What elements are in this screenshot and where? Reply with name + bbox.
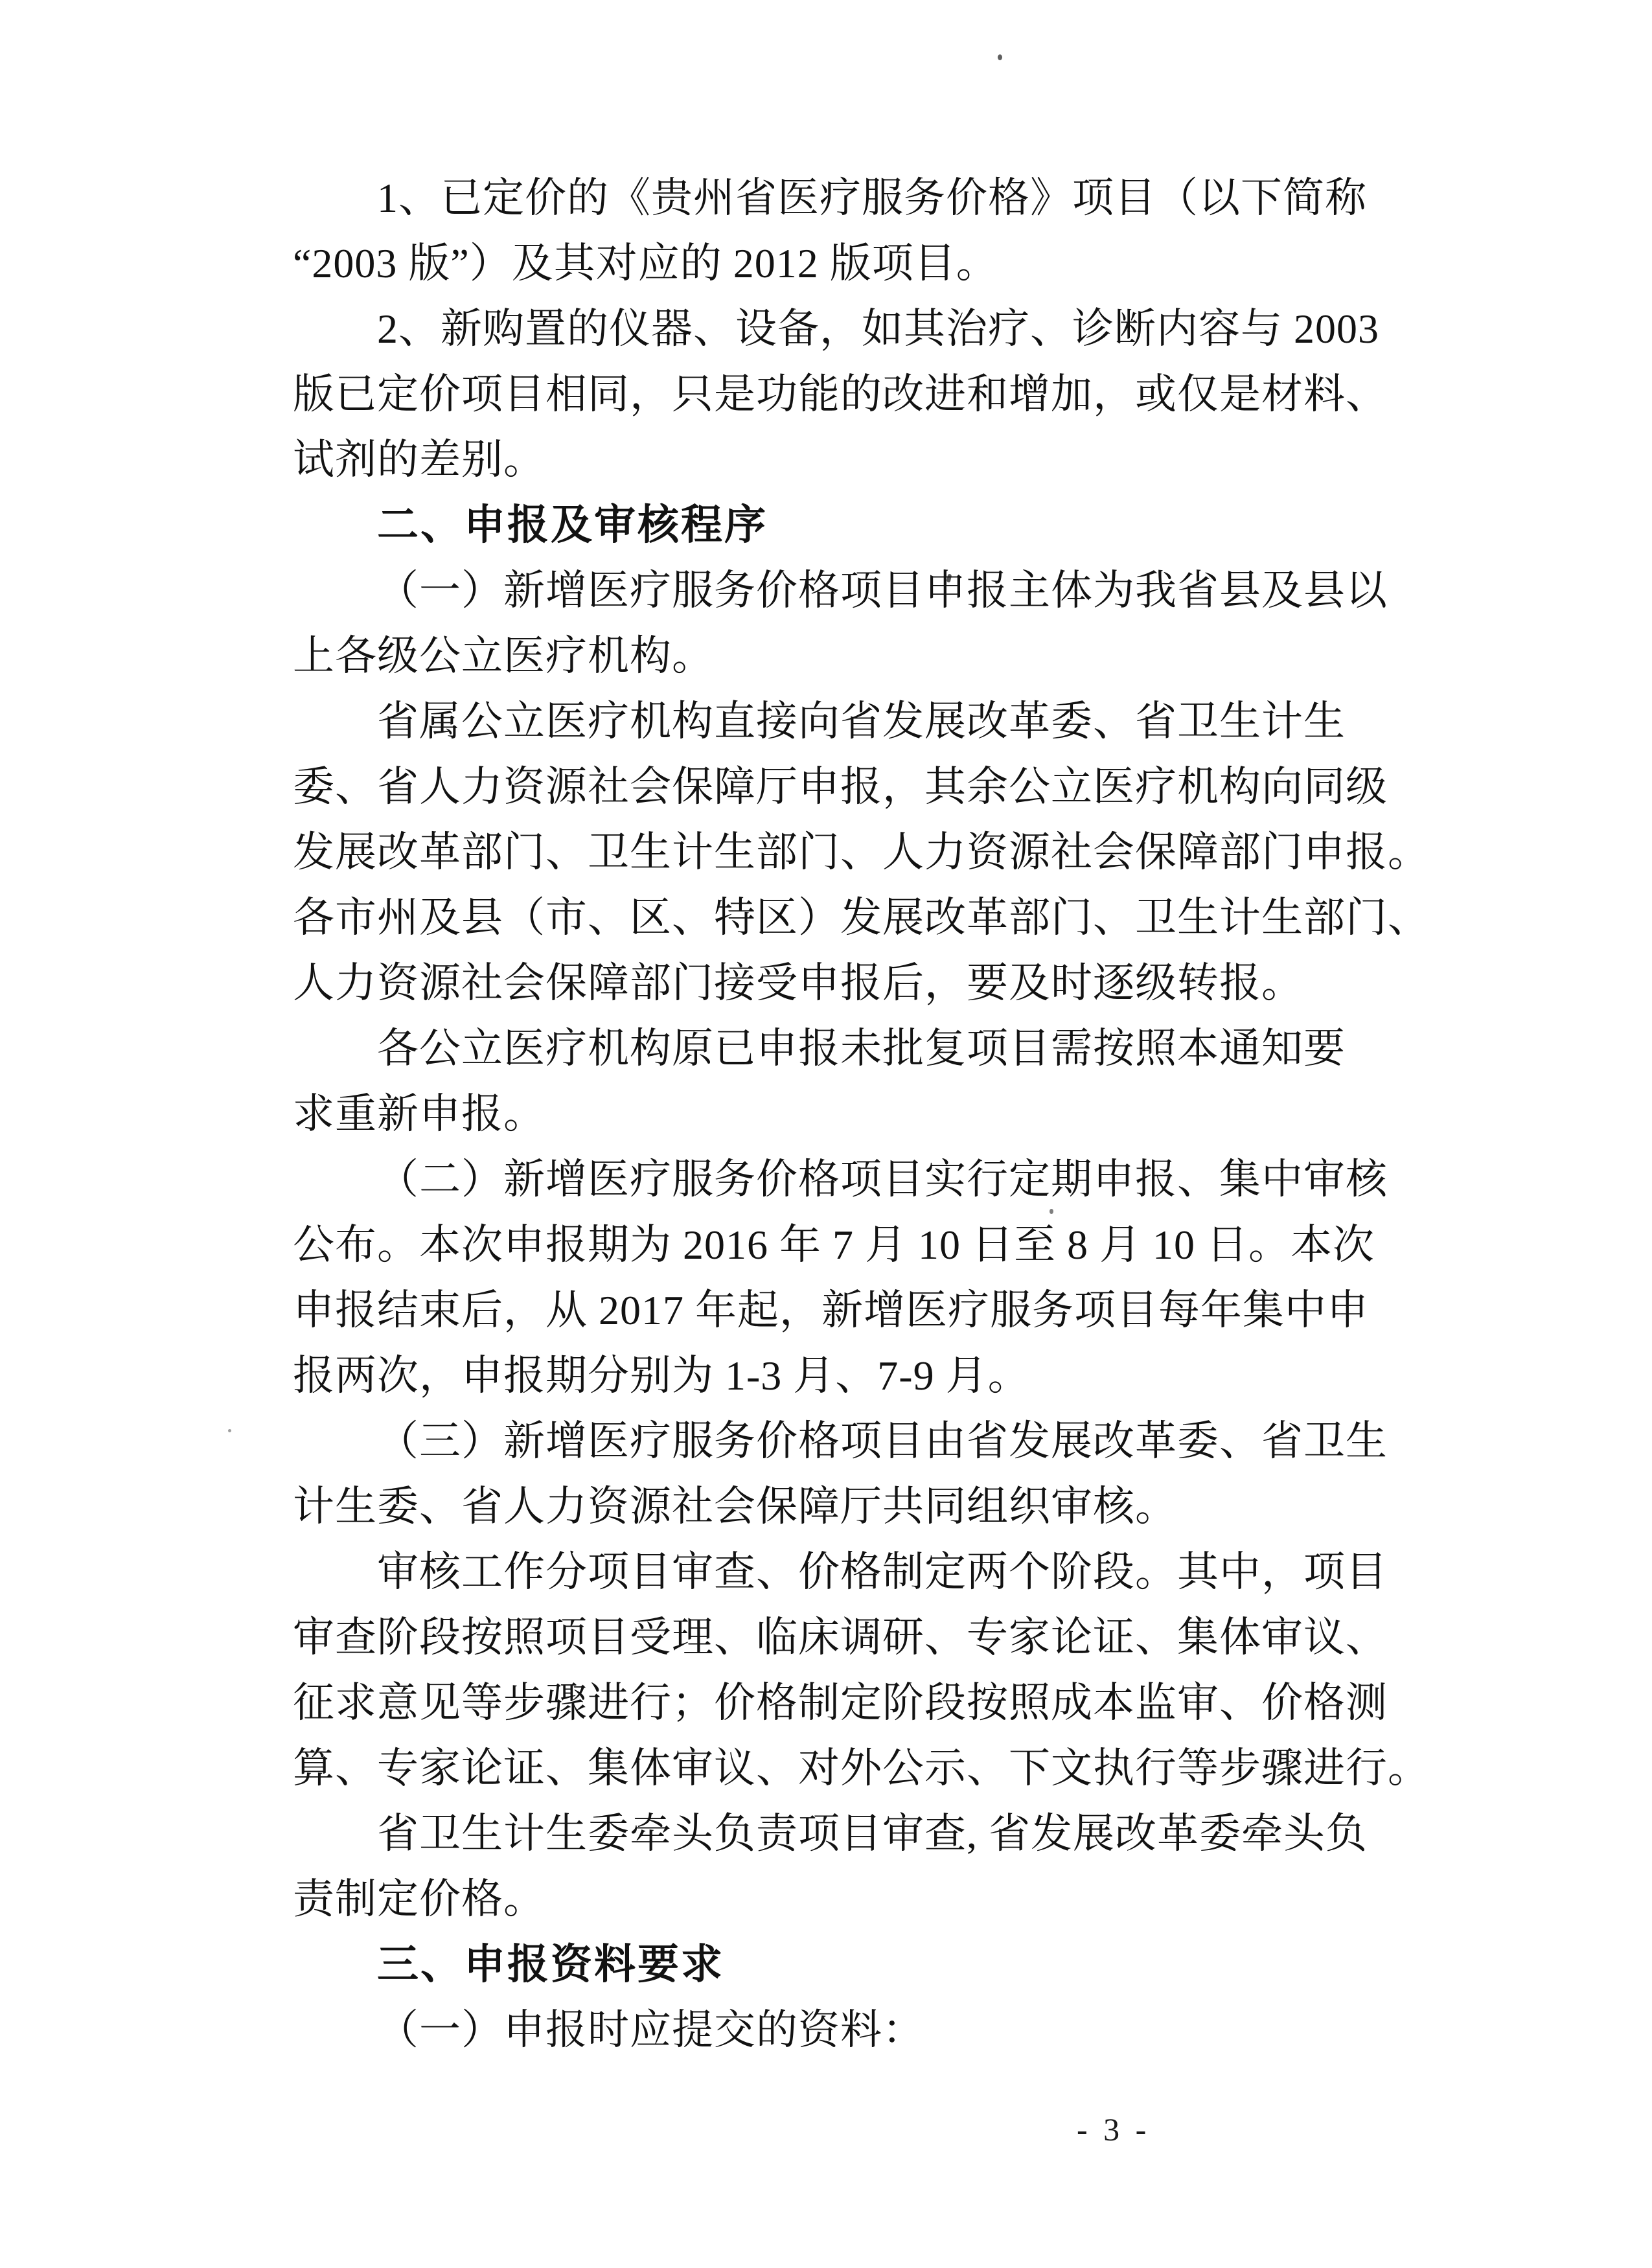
text-line: 1、已定价的《贵州省医疗服务价格》项目（以下简称 (377, 175, 1367, 221)
text-line: 人力资源社会保障部门接受申报后，要及时逐级转报。 (293, 960, 1303, 1006)
document-body (293, 165, 1430, 2063)
text-line: 发展改革部门、卫生计生部门、人力资源社会保障部门申报。 (293, 829, 1430, 875)
text-line: 征求意见等步骤进行；价格制定阶段按照成本监审、价格测 (293, 1680, 1388, 1726)
text-line: 版已定价项目相同，只是功能的改进和增加，或仅是材料、 (293, 371, 1388, 417)
text-line: 申报结束后，从 2017 年起，新增医疗服务项目每年集中申 (293, 1287, 1369, 1333)
text-line: 各市州及县（市、区、特区）发展改革部门、卫生计生部门、 (293, 895, 1430, 941)
text-line: 责制定价格。 (293, 1876, 545, 1922)
text-line: 委、省人力资源社会保障厅申报，其余公立医疗机构向同级 (293, 764, 1388, 810)
scan-speck (228, 1429, 231, 1432)
text-line: 2、新购置的仪器、设备，如其治疗、诊断内容与 2003 (377, 306, 1379, 352)
text-line: 报两次，申报期分别为 1-3 月、7-9 月。 (293, 1353, 1030, 1399)
text-line: 审查阶段按照项目受理、临床调研、专家论证、集体审议、 (293, 1614, 1388, 1660)
text-line: （一）申报时应提交的资料： (377, 2007, 924, 2053)
text-line: 公布。本次申报期为 2016 年 7 月 10 日至 8 月 10 日。本次 (293, 1222, 1375, 1268)
text-line: “2003 版”）及其对应的 2012 版项目。 (293, 240, 998, 286)
text-line: 各公立医疗机构原已申报未批复项目需按照本通知要 (377, 1025, 1346, 1071)
text-line: 省属公立医疗机构直接向省发展改革委、省卫生计生 (377, 698, 1346, 744)
text-line: （三）新增医疗服务价格项目由省发展改革委、省卫生 (377, 1418, 1388, 1464)
text-line: （一）新增医疗服务价格项目申报主体为我省县及县以 (377, 567, 1388, 613)
text-line: 审核工作分项目审查、价格制定两个阶段。其中，项目 (377, 1549, 1388, 1595)
text-line: 计生委、省人力资源社会保障厅共同组织审核。 (293, 1483, 1177, 1529)
section-heading-3: 三、申报资料要求 (377, 1941, 724, 1987)
text-line: 上各级公立医疗机构。 (293, 633, 714, 679)
section-heading-2: 二、申报及审核程序 (377, 501, 768, 548)
text-line: 求重新申报。 (293, 1091, 545, 1137)
text-line: 省卫生计生委牵头负责项目审查, 省发展改革委牵头负 (377, 1811, 1368, 1857)
page-number: - 3 - (1077, 2111, 1151, 2148)
text-line: 试剂的差别。 (293, 437, 545, 483)
text-line: 算、专家论证、集体审议、对外公示、下文执行等步骤进行。 (293, 1745, 1430, 1791)
scan-speck (998, 54, 1002, 60)
text-line: （二）新增医疗服务价格项目实行定期申报、集中审核 (377, 1156, 1388, 1202)
